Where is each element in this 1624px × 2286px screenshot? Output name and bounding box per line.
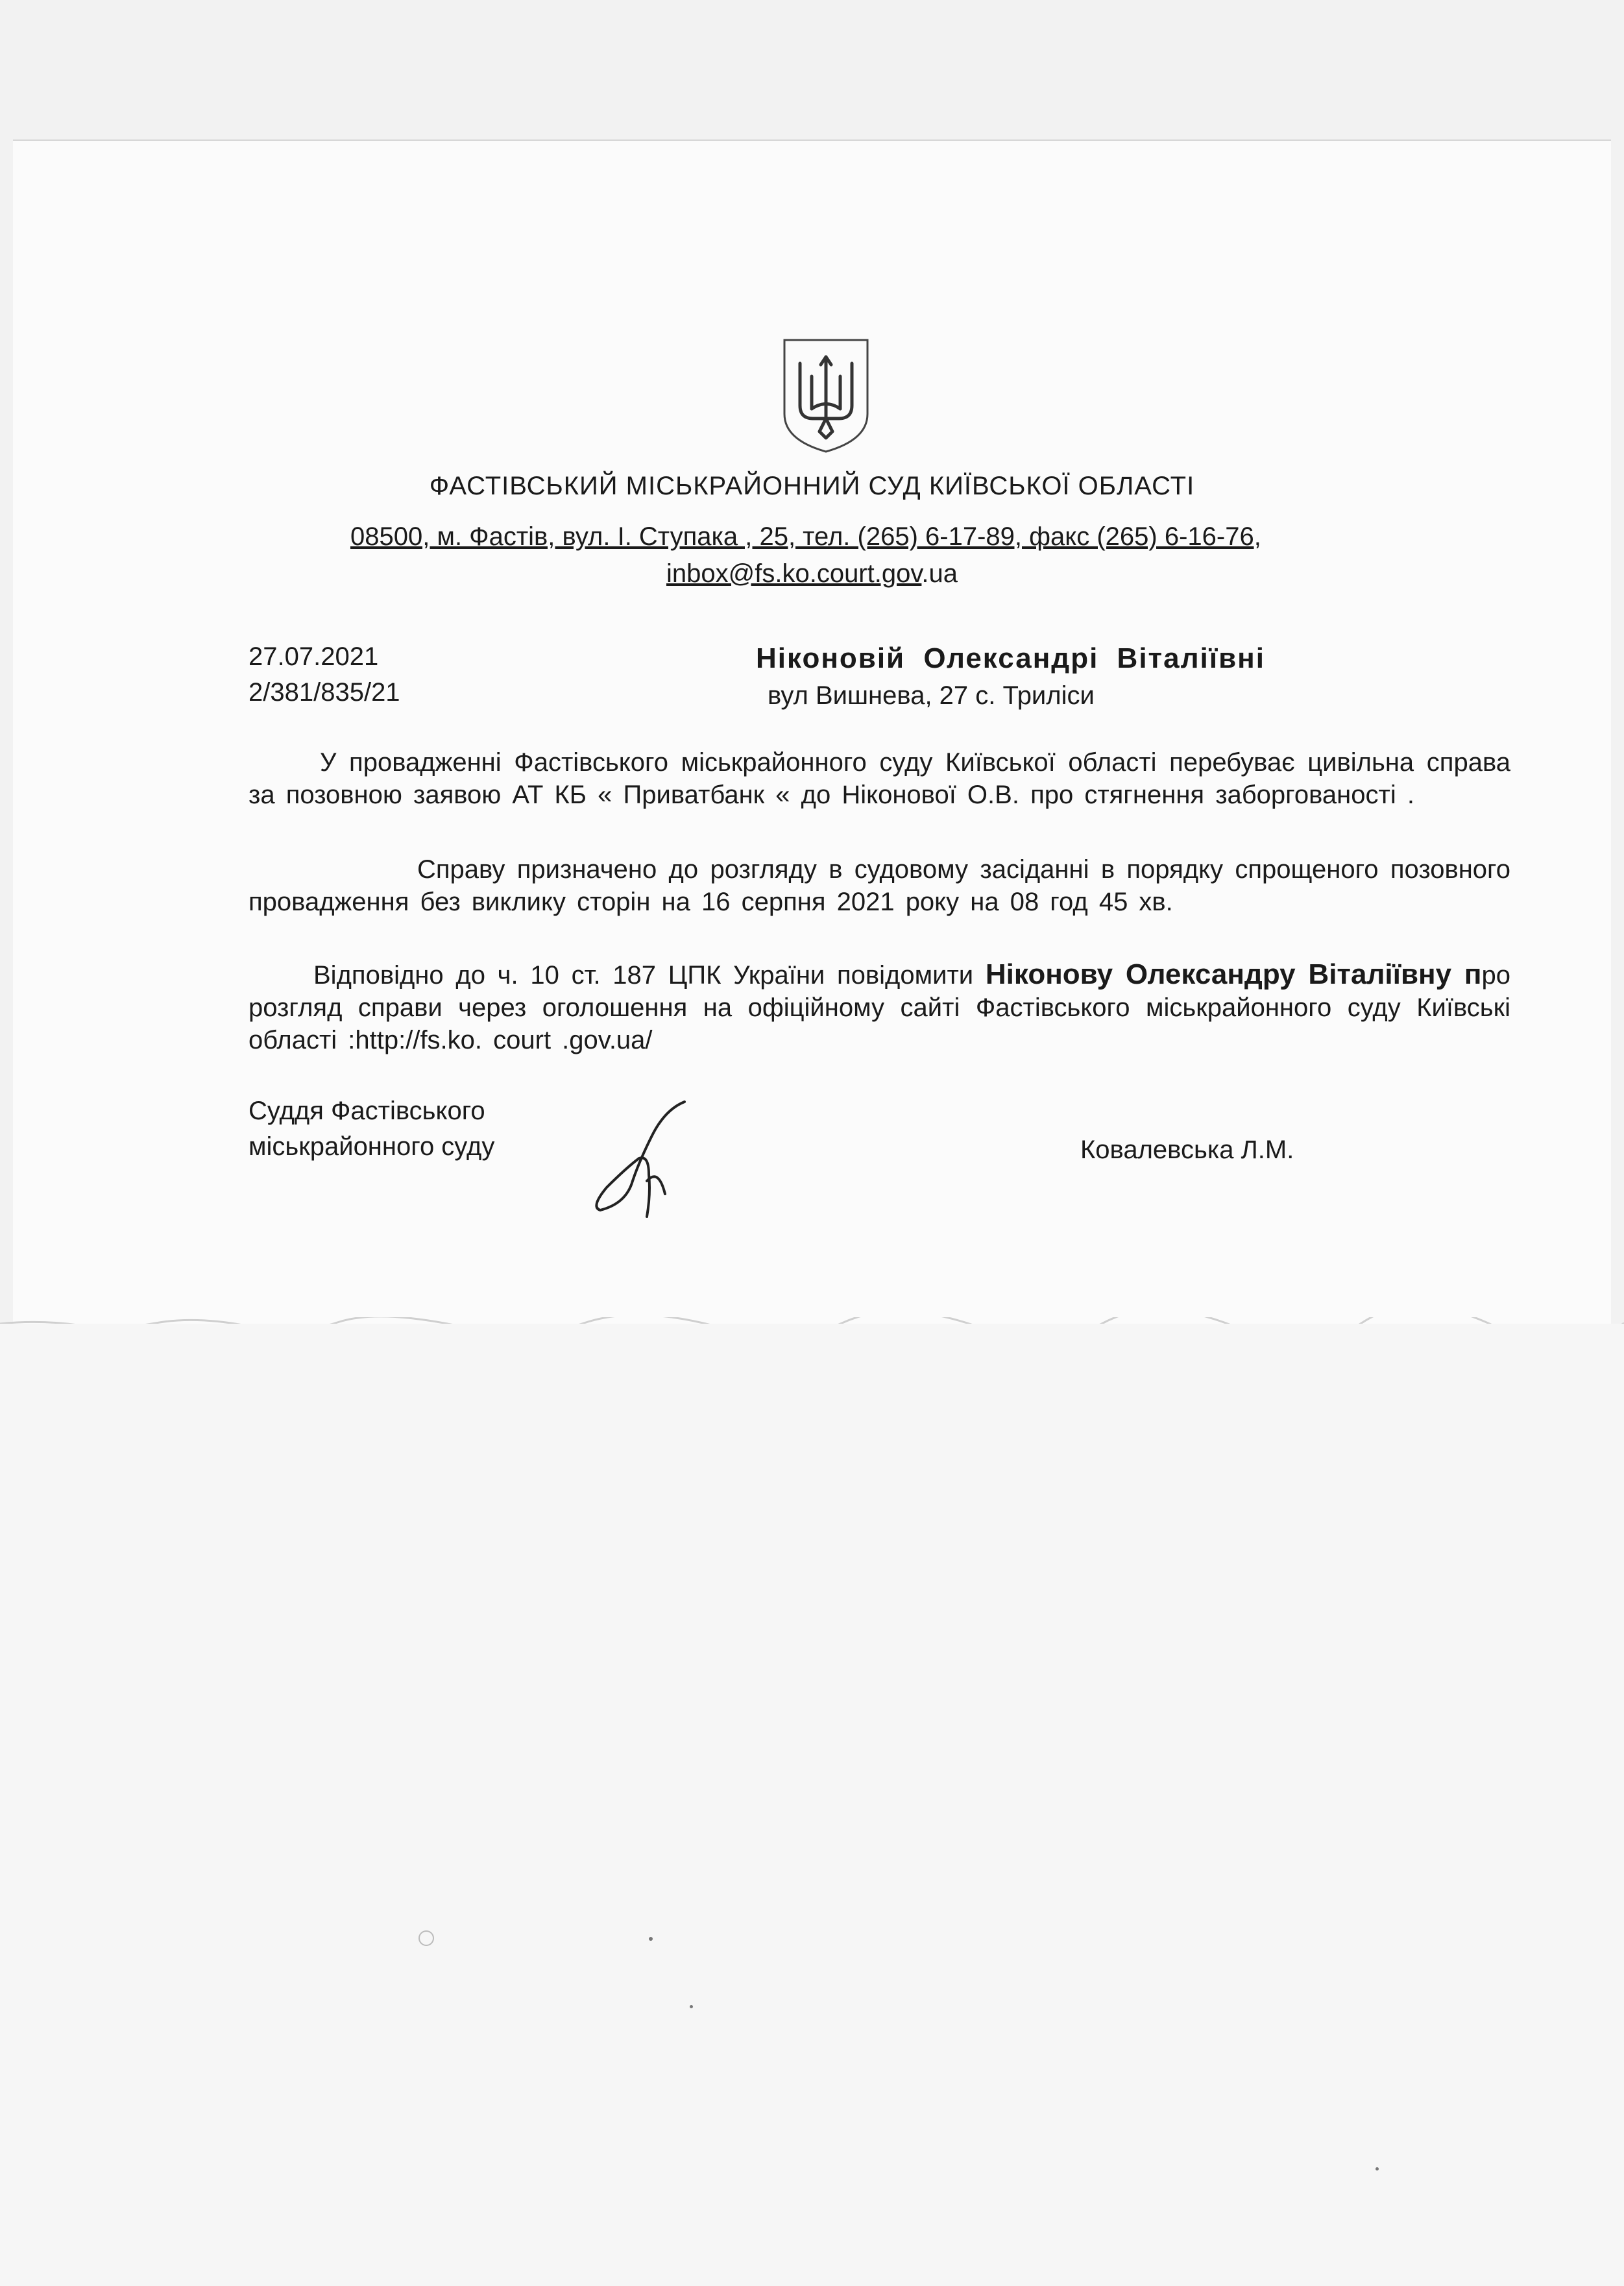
court-address: 08500, м. Фастів, вул. І. Ступака , 25, тел. (265) 6-17-89, факс (265) 6-16-76, [350, 522, 1261, 551]
judge-title-line-2: міськрайонного суду [248, 1132, 495, 1161]
trident-coat-of-arms-icon [781, 337, 871, 454]
scan-speck [690, 2005, 693, 2008]
notification-text-start: Відповідно до ч. 10 ст. 187 ЦПК України повідомити [313, 961, 986, 990]
paragraph-notification [248, 958, 1510, 1056]
case-number: 2/381/835/21 [248, 678, 400, 707]
paragraph-case-description: У провадженні Фастівського міськрайонного суду Київської області перебуває цивільна справа за позовною заявою АТ КБ « Приватбанк « до Ніконової О.В. про стягнення заборгованості . [248, 748, 1510, 809]
court-email-link[interactable]: inbox@fs.ko.court.gov [666, 559, 922, 588]
court-name-heading: ФАСТІВСЬКИЙ МІСЬКРАЙОННИЙ СУД КИЇВСЬКОЇ ОБЛАСТІ [429, 472, 1195, 500]
court-email-line [0, 559, 1624, 589]
judge-title-line-1: Суддя Фастівського [248, 1097, 485, 1125]
paragraph-hearing-schedule: Справу призначено до розгляду в судовому засіданні в порядку спрощеного позовного провадження без виклику сторін на 16 серпня 2021 року на 08 год 45 хв. [248, 855, 1510, 916]
scan-speck [418, 1930, 434, 1946]
recipient-name: Ніконовій Олександрі Віталіївні [756, 642, 1265, 674]
notified-person-name: Ніконову Олександру Віталіївну п [985, 958, 1482, 990]
recipient-address: вул Вишнева, 27 с. Триліси [768, 681, 1095, 710]
lower-blank-page [0, 1324, 1624, 2286]
court-email-suffix: .ua [921, 559, 958, 588]
judge-name: Ковалевська Л.М. [1080, 1136, 1294, 1164]
letter-date: 27.07.2021 [248, 642, 379, 671]
notification-text-end: ро розгляд справи через оголошення на офіційному сайті Фастівського міськрайонного суду Київські області :http://fs.ko. court .gov.ua/ [248, 961, 1511, 1054]
scan-speck [649, 1937, 653, 1941]
handwritten-signature-icon [587, 1097, 704, 1226]
scan-speck [1376, 2167, 1379, 2170]
